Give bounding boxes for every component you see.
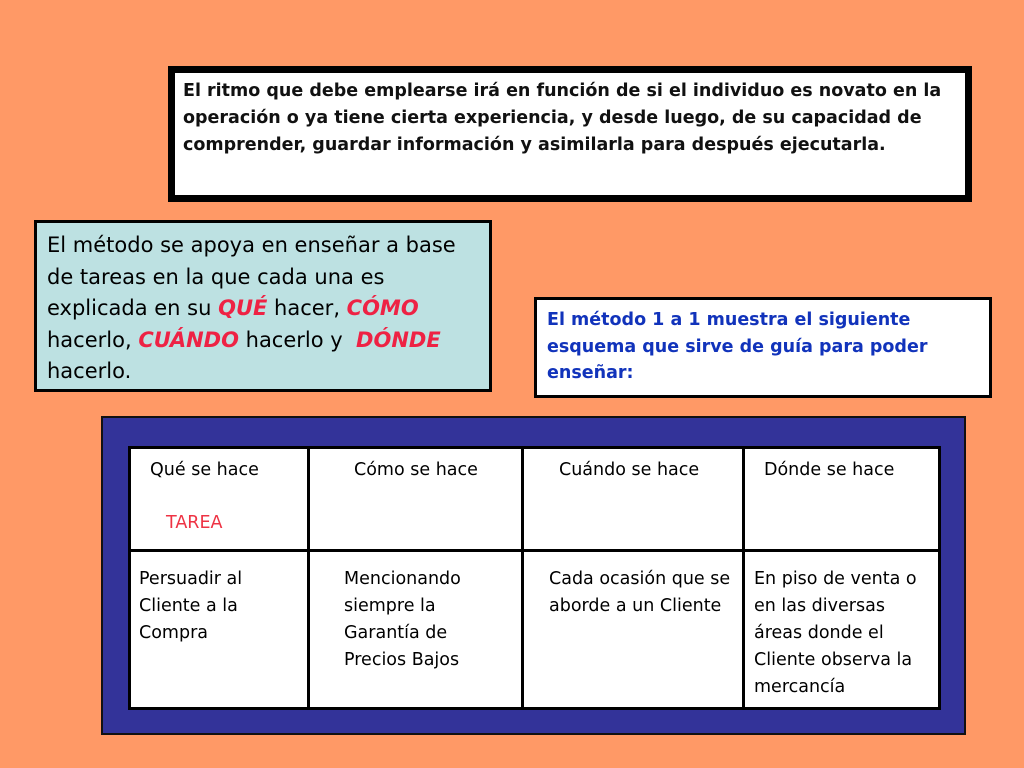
column-divider xyxy=(742,449,745,707)
header-donde: Dónde se hace xyxy=(764,460,895,480)
scheme-intro-box xyxy=(534,297,992,398)
method-text-part: hacerlo y xyxy=(238,327,357,352)
scheme-table xyxy=(128,446,941,710)
tarea-label: TAREA xyxy=(166,513,223,533)
column-divider xyxy=(307,449,310,707)
method-text-part: El método se apoya en enseñar a base de tareas en la que cada una es explicada en su xyxy=(47,233,456,320)
method-text-part: hacerlo, xyxy=(47,327,139,352)
cell-cuando: Cada ocasión que se aborde a un Cliente xyxy=(549,569,731,616)
keyword-donde: DÓNDE xyxy=(356,327,441,352)
header-como: Cómo se hace xyxy=(354,460,478,480)
method-text-part: hacer, xyxy=(267,296,347,320)
keyword-cuando: CUÁNDO xyxy=(138,327,239,352)
header-cuando: Cuándo se hace xyxy=(559,460,700,480)
method-description-box xyxy=(34,220,492,392)
keyword-que: QUÉ xyxy=(218,296,268,320)
cell-donde: En piso de venta o en las diversas áreas donde el Cliente observa la mercancía xyxy=(754,569,917,697)
column-divider xyxy=(521,449,524,707)
cell-como: Mencionando siempre la Garantía de Precios Bajos xyxy=(344,569,461,670)
header-que: Qué se hace xyxy=(150,460,259,480)
intro-text: El ritmo que debe emplearse irá en función de si el individuo es novato en la operación o ya tiene cierta experiencia, y desde luego, de su capacidad de comprender, guardar información y asimilarla para después ejecutarla. xyxy=(183,81,942,155)
method-text-part: hacerlo. xyxy=(47,359,132,383)
intro-text-box xyxy=(168,66,972,202)
scheme-text: El método 1 a 1 muestra el siguiente esquema que sirve de guía para poder enseñar: xyxy=(547,310,928,383)
row-divider xyxy=(131,549,938,552)
cell-que: Persuadir al Cliente a la Compra xyxy=(139,569,243,643)
keyword-como: CÓMO xyxy=(346,296,419,320)
